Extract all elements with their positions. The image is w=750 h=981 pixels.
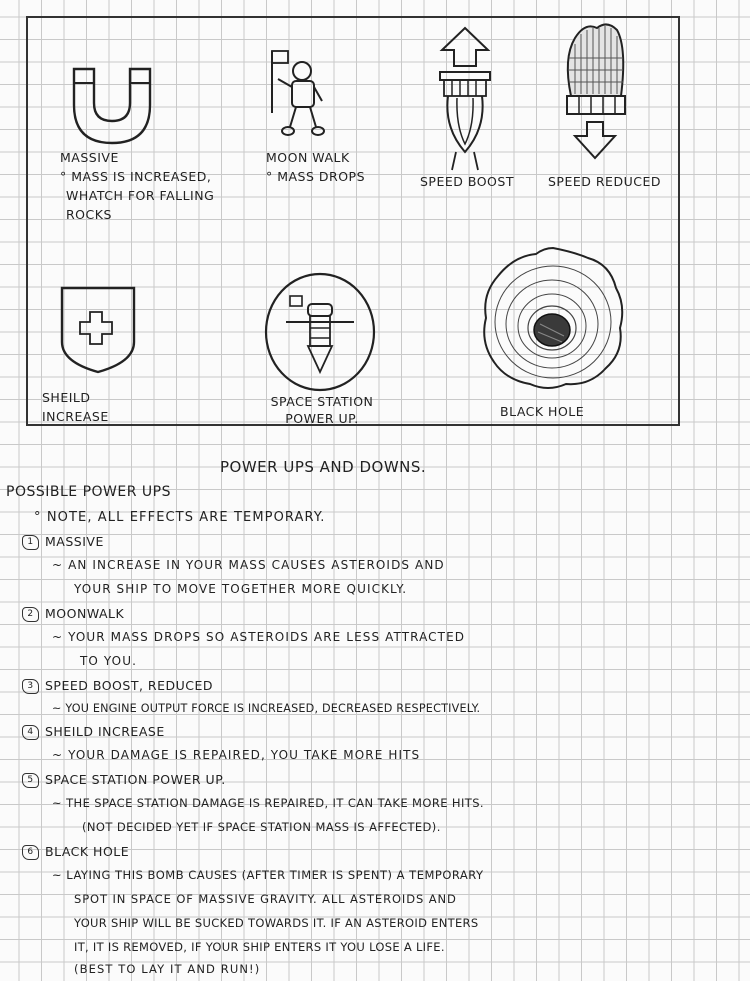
item-number-badge: 3 xyxy=(22,679,39,694)
space-station-name-line: SPACE STATION xyxy=(270,394,374,409)
speed-reduced-icon xyxy=(555,18,635,163)
item-number-badge: 2 xyxy=(22,607,39,622)
moonwalk-desc-line: ° MASS DROPS xyxy=(266,169,366,184)
space-station-name-line: POWER UP. xyxy=(285,411,359,426)
speed-boost-caption: SPEED BOOST xyxy=(420,174,514,189)
item-number-badge: 6 xyxy=(22,845,39,860)
speed-reduced-caption: SPEED REDUCED xyxy=(548,174,661,189)
powerup-item-heading xyxy=(22,772,226,788)
item-desc-line: (BEST TO LAY IT AND RUN!) xyxy=(74,962,261,976)
shield-name-line: SHEILD xyxy=(42,390,91,405)
powerup-item-heading xyxy=(22,724,165,740)
item-desc-line: ~ YOUR DAMAGE IS REPAIRED, YOU TAKE MORE HITS xyxy=(52,748,421,762)
item-desc-line: ~ LAYING THIS BOMB CAUSES (AFTER TIMER IS SPENT) A TEMPORARY xyxy=(52,868,484,882)
general-note: ° NOTE, ALL EFFECTS ARE TEMPORARY. xyxy=(34,510,326,525)
section-heading: POSSIBLE POWER UPS xyxy=(6,484,171,500)
moonwalk-name: MOON WALK xyxy=(266,150,350,165)
massive-name: MASSIVE xyxy=(60,150,119,165)
black-hole-icon xyxy=(478,244,628,394)
item-name: MASSIVE xyxy=(45,534,104,549)
magnet-icon xyxy=(68,63,158,148)
notes-section xyxy=(0,450,750,981)
astronaut-icon xyxy=(260,43,340,143)
item-name: SPACE STATION POWER UP. xyxy=(45,772,226,787)
item-desc-line: SPOT IN SPACE OF MASSIVE GRAVITY. ALL ASTEROIDS AND xyxy=(74,892,457,906)
item-desc-line: YOUR SHIP WILL BE SUCKED TOWARDS IT. IF AN ASTEROID ENTERS xyxy=(74,916,479,930)
item-number-badge: 4 xyxy=(22,725,39,740)
massive-desc-line: ROCKS xyxy=(66,207,112,222)
item-desc-line: ~ YOU ENGINE OUTPUT FORCE IS INCREASED, DECREASED RESPECTIVELY. xyxy=(52,702,481,715)
item-number-badge: 1 xyxy=(22,535,39,550)
item-desc-line: IT, IT IS REMOVED, IF YOUR SHIP ENTERS IT YOU LOSE A LIFE. xyxy=(74,940,445,954)
item-desc-line: YOUR SHIP TO MOVE TOGETHER MORE QUICKLY. xyxy=(74,582,408,596)
page-title: POWER UPS AND DOWNS. xyxy=(220,458,427,476)
item-desc-line: ~ THE SPACE STATION DAMAGE IS REPAIRED, IT CAN TAKE MORE HITS. xyxy=(52,796,484,810)
item-number-badge: 5 xyxy=(22,773,39,788)
massive-desc-line: ° MASS IS INCREASED, xyxy=(60,169,212,184)
item-desc-line: ~ AN INCREASE IN YOUR MASS CAUSES ASTEROIDS AND xyxy=(52,558,445,572)
item-name: BLACK HOLE xyxy=(45,844,130,859)
shield-name-line: INCREASE xyxy=(42,409,109,424)
powerup-item-heading xyxy=(22,678,213,694)
massive-desc-line: WHATCH FOR FALLING xyxy=(66,188,215,203)
powerup-item-heading xyxy=(22,606,124,622)
item-name: MOONWALK xyxy=(45,606,125,621)
speed-boost-icon xyxy=(430,24,500,174)
space-station-icon xyxy=(260,268,380,393)
item-desc-line: ~ YOUR MASS DROPS SO ASTEROIDS ARE LESS ATTRACTED xyxy=(52,630,466,644)
powerup-sketch-panel xyxy=(26,16,680,426)
item-name: SHEILD INCREASE xyxy=(45,724,165,739)
shield-caption xyxy=(42,388,109,426)
black-hole-caption: BLACK HOLE xyxy=(500,404,585,419)
space-station-caption xyxy=(256,392,388,426)
moonwalk-caption xyxy=(266,148,365,186)
item-desc-line: TO YOU. xyxy=(80,654,138,668)
powerup-item-heading xyxy=(22,534,104,550)
massive-caption xyxy=(60,148,214,224)
powerup-item-heading xyxy=(22,844,129,860)
shield-icon xyxy=(58,284,138,374)
item-desc-line: (NOT DECIDED YET IF SPACE STATION MASS IS AFFECTED). xyxy=(82,820,441,834)
item-name: SPEED BOOST, REDUCED xyxy=(45,678,214,693)
